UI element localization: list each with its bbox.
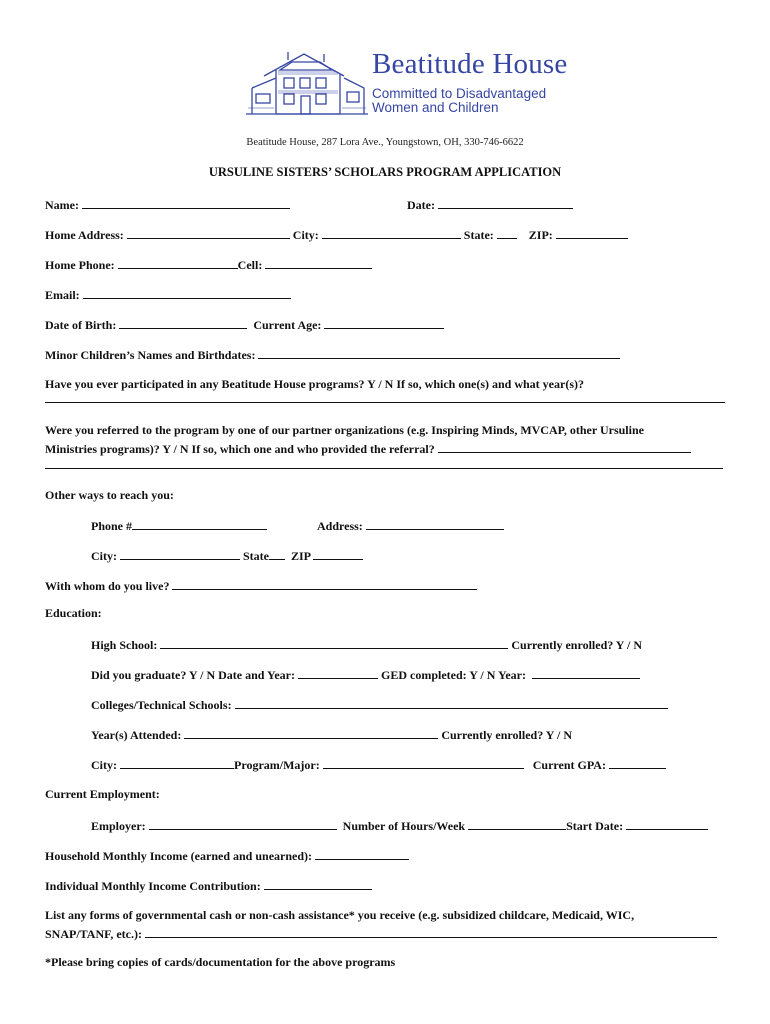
assistance-row: [45, 926, 717, 941]
city-field[interactable]: [322, 227, 461, 239]
start-date-label: Start Date:: [566, 819, 627, 833]
alt-address-field[interactable]: [366, 518, 504, 530]
individual-income-row: [45, 878, 372, 893]
referred-extra-field[interactable]: [45, 457, 723, 469]
state-label: State:: [460, 228, 497, 242]
alt-zip-field[interactable]: [313, 548, 363, 560]
live-with-label: With whom do you live?: [45, 579, 173, 593]
high-school-field[interactable]: [160, 637, 508, 649]
email-label: Email:: [45, 288, 83, 302]
program-major-field[interactable]: [323, 757, 524, 769]
alt-address-row: [317, 518, 504, 533]
college-city-field[interactable]: [120, 757, 234, 769]
home-address-label: Home Address:: [45, 228, 127, 242]
individual-income-field[interactable]: [264, 878, 372, 890]
minor-children-label: Minor Children’s Names and Birthdates:: [45, 348, 259, 362]
alt-phone-row: [91, 518, 267, 533]
zip-field[interactable]: [556, 227, 628, 239]
date-label: Date:: [407, 198, 438, 212]
high-school-label: High School:: [91, 638, 161, 652]
hours-week-label: Number of Hours/Week: [339, 819, 469, 833]
employer-row: [91, 818, 708, 833]
household-income-field[interactable]: [315, 848, 409, 860]
home-phone-field[interactable]: [118, 257, 238, 269]
colleges-label: Colleges/Technical Schools:: [91, 698, 235, 712]
high-school-row: [91, 637, 642, 652]
state-field[interactable]: [497, 227, 517, 239]
education-heading: Education:: [45, 606, 102, 620]
beatitude-house-logo: [244, 48, 568, 120]
participated-field[interactable]: [45, 391, 725, 403]
org-address: Beatitude House, 287 Lora Ave., Youngstown, OH, 330-746-6622: [246, 137, 524, 148]
alt-city-field[interactable]: [120, 548, 240, 560]
cell-field[interactable]: [265, 257, 372, 269]
alt-zip-label: ZIP: [288, 549, 314, 563]
years-attended-row: [91, 727, 572, 742]
name-label: Name:: [45, 198, 82, 212]
home-phone-label: Home Phone:: [45, 258, 118, 272]
live-with-row: [45, 578, 477, 593]
current-age-label: Current Age:: [250, 318, 325, 332]
college-currently-enrolled: Currently enrolled? Y / N: [438, 728, 572, 742]
name-field[interactable]: [82, 197, 290, 209]
assistance-question-line2: SNAP/TANF, etc.):: [45, 927, 145, 941]
ged-label: GED completed: Y / N Year:: [378, 668, 529, 682]
referred-extra-row: [45, 457, 723, 472]
alt-state-label: State: [240, 549, 269, 563]
household-income-row: [45, 848, 409, 863]
zip-label: ZIP:: [528, 228, 556, 242]
dob-row: [45, 317, 444, 332]
start-date-field[interactable]: [626, 818, 708, 830]
name-row: [45, 197, 290, 212]
email-field[interactable]: [83, 287, 291, 299]
household-income-label: Household Monthly Income (earned and unearned):: [45, 849, 316, 863]
date-field[interactable]: [438, 197, 573, 209]
graduate-date-field[interactable]: [298, 667, 378, 679]
home-address-row: [45, 227, 628, 242]
participated-question: Have you ever participated in any Beatitude House programs? Y / N If so, which one(s) and what year(s)?: [45, 377, 584, 391]
org-name: Beatitude House: [372, 48, 568, 80]
college-city-row: [91, 757, 666, 772]
alt-address-label: Address:: [317, 519, 366, 533]
referred-row: [45, 441, 691, 456]
assistance-field[interactable]: [145, 926, 717, 938]
colleges-field[interactable]: [235, 697, 668, 709]
hours-week-field[interactable]: [468, 818, 566, 830]
hs-currently-enrolled: Currently enrolled? Y / N: [508, 638, 643, 652]
email-row: [45, 287, 291, 302]
college-city-label: City:: [91, 758, 120, 772]
referred-question-line1: Were you referred to the program by one of our partner organizations (e.g. Inspiring Minds, MVCAP, other Ursuline: [45, 423, 644, 437]
graduate-row: [91, 667, 640, 682]
alt-phone-field[interactable]: [132, 518, 267, 530]
page-title: URSULINE SISTERS’ SCHOLARS PROGRAM APPLICATION: [208, 165, 562, 179]
alt-city-row: [91, 548, 363, 563]
individual-income-label: Individual Monthly Income Contribution:: [45, 879, 264, 893]
other-ways-heading: Other ways to reach you:: [45, 488, 174, 502]
dob-field[interactable]: [119, 317, 247, 329]
alt-phone-label: Phone #: [91, 519, 133, 533]
ged-year-field[interactable]: [532, 667, 640, 679]
live-with-field[interactable]: [172, 578, 477, 590]
date-row: [407, 197, 573, 212]
org-tagline-1: Committed to Disadvantaged: [372, 86, 547, 101]
program-major-label: Program/Major:: [234, 758, 323, 772]
graduate-label: Did you graduate? Y / N Date and Year:: [91, 668, 298, 682]
city-label: City:: [289, 228, 322, 242]
house-logo-icon: [244, 48, 370, 120]
alt-state-field[interactable]: [269, 548, 285, 560]
org-tagline-2: Women and Children: [372, 100, 499, 115]
cell-label: Cell:: [237, 258, 266, 272]
employer-label: Employer:: [91, 819, 149, 833]
current-gpa-field[interactable]: [609, 757, 666, 769]
referred-field[interactable]: [438, 441, 691, 453]
dob-label: Date of Birth:: [45, 318, 120, 332]
minor-children-row: [45, 347, 620, 362]
referred-question-line2: Ministries programs)? Y / N If so, which one and who provided the referral?: [45, 442, 438, 456]
participated-row: [45, 391, 725, 406]
alt-city-label: City:: [91, 549, 120, 563]
years-attended-label: Year(s) Attended:: [91, 728, 185, 742]
minor-children-field[interactable]: [258, 347, 620, 359]
employment-heading: Current Employment:: [45, 787, 160, 801]
footnote: *Please bring copies of cards/documentation for the above programs: [45, 955, 396, 969]
employer-field[interactable]: [149, 818, 337, 830]
home-phone-row: [45, 257, 372, 272]
home-address-field[interactable]: [127, 227, 290, 239]
colleges-row: [91, 697, 668, 712]
current-gpa-label: Current GPA:: [529, 758, 609, 772]
current-age-field[interactable]: [324, 317, 444, 329]
years-attended-field[interactable]: [184, 727, 438, 739]
assistance-question-line1: List any forms of governmental cash or non-cash assistance* you receive (e.g. subsidized childcare, Medicaid, WIC,: [45, 908, 635, 922]
